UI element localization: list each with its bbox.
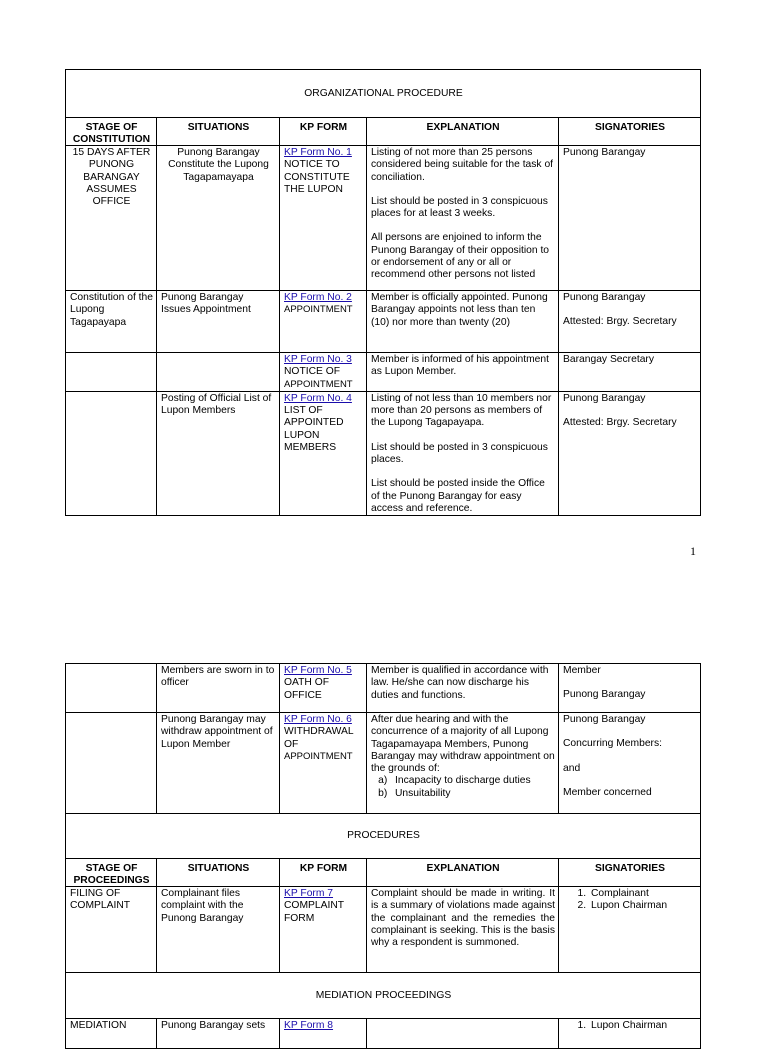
explanation-cell: Member is informed of his appointment as Lupon Member. xyxy=(367,353,559,392)
signatory: Punong Barangay xyxy=(563,292,646,303)
table-row xyxy=(66,146,701,291)
explanation-cell xyxy=(367,713,559,814)
header-kp-form: KP FORM xyxy=(280,118,367,146)
kp-form-title: APPOINTMENT xyxy=(284,304,353,316)
kp-form-4-link[interactable]: KP Form No. 4 xyxy=(284,392,352,404)
kp-form-title: OATH OF OFFICE xyxy=(284,677,329,701)
table-row xyxy=(66,1019,701,1049)
list-item: 2. Lupon Chairman xyxy=(589,900,697,912)
kp-form-6-link[interactable]: KP Form No. 6 xyxy=(284,714,352,725)
kp-form-cell xyxy=(280,1019,367,1049)
kp-form-title: NOTICE OF xyxy=(284,366,341,378)
kp-form-8-link[interactable]: KP Form 8 xyxy=(284,1020,334,1031)
explanation-text: List should be posted in 3 conspicuous places. xyxy=(371,441,548,466)
stage-cell: MEDIATION xyxy=(66,1019,157,1049)
header-signatories: SIGNATORIES xyxy=(559,118,701,146)
kp-form-7-link[interactable]: KP Form 7 xyxy=(284,888,334,899)
signatory: Attested: Brgy. Secretary xyxy=(563,316,677,328)
explanation-cell xyxy=(367,1019,559,1049)
signatory: Punong Barangay xyxy=(563,714,646,725)
explanation-text: All persons are enjoined to inform the Punong Barangay of their opposition to or endorsement of any or all or recommend other persons not listed xyxy=(371,232,550,281)
signatory: Punong Barangay xyxy=(563,392,646,404)
kp-form-1-link[interactable]: KP Form No. 1 xyxy=(284,147,352,158)
header-situations: SITUATIONS xyxy=(157,859,280,887)
situation-cell: Punong Barangay Issues Appointment xyxy=(157,291,280,353)
kp-form-cell xyxy=(280,391,367,515)
situation-cell xyxy=(157,353,280,392)
signatory-cell xyxy=(559,1019,701,1049)
signatory: and xyxy=(563,762,581,774)
kp-form-cell xyxy=(280,713,367,814)
table-row xyxy=(66,664,701,713)
situation-cell: Complainant files complaint with the Punong Barangay xyxy=(157,887,280,973)
signatory-cell xyxy=(559,713,701,814)
kp-form-cell xyxy=(280,664,367,713)
situation-cell: Punong Barangay sets xyxy=(157,1019,280,1049)
table-row xyxy=(66,887,701,973)
page-number: 1 xyxy=(690,544,696,558)
explanation-cell xyxy=(367,146,559,291)
explanation-cell: Member is officially appointed. Punong Barangay appoints not less than ten (10) nor more than twenty (20) xyxy=(367,291,559,353)
signatory-list xyxy=(563,1020,697,1032)
header-stage: STAGE OF CONSTITUTION xyxy=(66,118,157,146)
kp-form-cell xyxy=(280,291,367,353)
header-explanation: EXPLANATION xyxy=(367,859,559,887)
header-explanation: EXPLANATION xyxy=(367,118,559,146)
signatory-cell xyxy=(559,391,701,515)
organizational-procedure-table xyxy=(65,69,701,516)
signatory: Member concerned xyxy=(563,786,652,798)
stage-cell: 15 DAYS AFTER PUNONG BARANGAY ASSUMES OFFICE xyxy=(66,146,157,291)
org-title: ORGANIZATIONAL PROCEDURE xyxy=(66,70,701,118)
signatory-cell xyxy=(559,664,701,713)
situation-cell: Punong Barangay Constitute the Lupong Tagapamayapa xyxy=(157,146,280,291)
header-stage: STAGE OF PROCEEDINGS xyxy=(66,859,157,887)
stage-cell xyxy=(66,391,157,515)
signatory: Member xyxy=(563,665,601,676)
signatory: Punong Barangay xyxy=(563,689,646,701)
signatory-cell xyxy=(559,291,701,353)
explanation-text: List should be posted inside the Office of the Punong Barangay for easy access and reference. xyxy=(371,478,545,514)
procedures-title: PROCEDURES xyxy=(66,814,701,859)
stage-cell xyxy=(66,664,157,713)
explanation-cell: Member is qualified in accordance with law. He/she can now discharge his duties and functions. xyxy=(367,664,559,713)
kp-form-title: COMPLAINT FORM xyxy=(284,900,344,924)
explanation-text: After due hearing and with the concurrence of a majority of all Lupong Tagapamayapa Members, Punong Barangay may withdraw appointment on the grounds of: xyxy=(371,714,555,775)
explanation-text: Listing of not less than 10 members nor more than 20 persons as members of the Lupong Tagapayapa. xyxy=(371,392,552,429)
signatory-cell: Barangay Secretary xyxy=(559,353,701,392)
grounds-list xyxy=(371,775,555,800)
kp-form-cell xyxy=(280,146,367,291)
signatory: Attested: Brgy. Secretary xyxy=(563,417,677,429)
stage-cell: Constitution of the Lupong Tagapayapa xyxy=(66,291,157,353)
situation-cell: Punong Barangay may withdraw appointment of Lupon Member xyxy=(157,713,280,814)
header-situations: SITUATIONS xyxy=(157,118,280,146)
kp-form-cell xyxy=(280,887,367,973)
table-row xyxy=(66,353,701,392)
kp-form-5-link[interactable]: KP Form No. 5 xyxy=(284,665,352,676)
kp-form-title: WITHDRAWAL OF xyxy=(284,726,354,750)
list-item: 1. Complainant xyxy=(589,888,697,900)
explanation-cell: Complaint should be made in writing. It is a summary of violations made against the complainant and the remedies the complainant is seeking. This is the basis why a respondent is summoned. xyxy=(367,887,559,973)
header-signatories: SIGNATORIES xyxy=(559,859,701,887)
kp-form-title: APPOINTMENT xyxy=(284,378,353,390)
stage-cell: FILING OF COMPLAINT xyxy=(66,887,157,973)
header-kp-form: KP FORM xyxy=(280,859,367,887)
signatory-cell xyxy=(559,887,701,973)
explanation-text: List should be posted in 3 conspicuous places for at least 3 weeks. xyxy=(371,195,548,220)
stage-cell xyxy=(66,713,157,814)
signatory: Concurring Members: xyxy=(563,738,662,750)
table-row xyxy=(66,291,701,353)
kp-form-title: LIST OF APPOINTED LUPON MEMBERS xyxy=(284,405,344,454)
explanation-cell xyxy=(367,391,559,515)
kp-form-cell xyxy=(280,353,367,392)
kp-form-title: APPOINTMENT xyxy=(284,750,353,762)
signatory-cell: Punong Barangay xyxy=(559,146,701,291)
table-row xyxy=(66,391,701,515)
list-item: a. Incapacity to discharge duties xyxy=(393,775,555,787)
procedures-table xyxy=(65,663,701,1049)
list-item: b. Unsuitability xyxy=(393,788,555,800)
kp-form-title: NOTICE TO CONSTITUTE THE LUPON xyxy=(284,159,350,195)
table-row xyxy=(66,713,701,814)
mediation-title: MEDIATION PROCEEDINGS xyxy=(66,973,701,1019)
situation-cell: Posting of Official List of Lupon Members xyxy=(157,391,280,515)
situation-cell: Members are sworn in to officer xyxy=(157,664,280,713)
kp-form-3-link[interactable]: KP Form No. 3 xyxy=(284,354,352,365)
list-item: 1. Lupon Chairman xyxy=(589,1020,697,1032)
explanation-text: Listing of not more than 25 persons considered being suitable for the task of conciliation. xyxy=(371,147,554,183)
signatory-list xyxy=(563,888,697,913)
stage-cell xyxy=(66,353,157,392)
kp-form-2-link[interactable]: KP Form No. 2 xyxy=(284,292,352,303)
